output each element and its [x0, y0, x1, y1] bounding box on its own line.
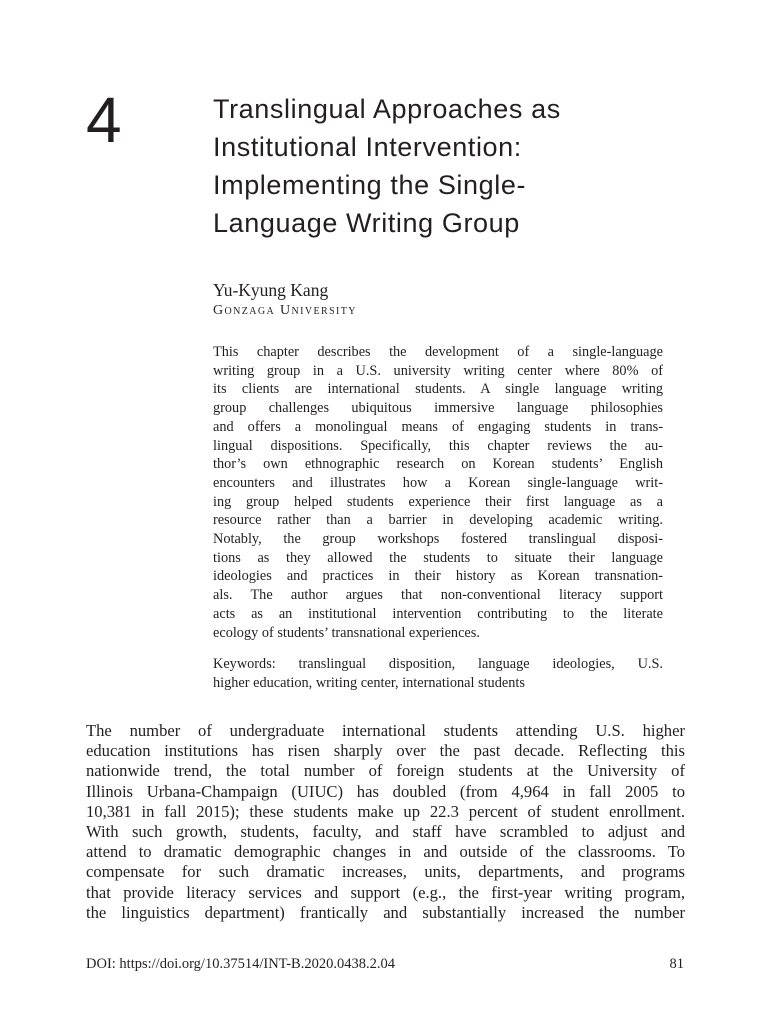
keywords-line: Keywords: translingual disposition, language ideologies, U.S. [213, 656, 663, 672]
body-line: education institutions has risen sharply over the past decade. Reflecting this [86, 741, 685, 761]
chapter-title-line: Translingual Approaches as [213, 94, 561, 124]
doi-link[interactable]: DOI: https://doi.org/10.37514/INT-B.2020.0438.2.04 [86, 956, 395, 972]
chapter-title-line: Implementing the Single- [213, 170, 527, 200]
body-line: compensate for such dramatic increases, units, departments, and programs [86, 862, 685, 882]
abstract-line: ideologies and practices in their history as Korean transnation- [213, 568, 663, 585]
body-paragraph [86, 721, 685, 923]
body-line: The number of undergraduate international students attending U.S. higher [86, 721, 685, 740]
abstract-line: writing group in a U.S. university writing center where 80% of [213, 362, 663, 379]
body-line: 10,381 in fall 2015); these students make up 22.3 percent of student enrollment. [86, 801, 685, 821]
body-line: attend to dramatic demographic changes in and outside of the classrooms. To [86, 842, 685, 862]
abstract-line: its clients are international students. A single language writing [213, 381, 663, 398]
abstract-line: Notably, the group workshops fostered translingual disposi- [213, 531, 663, 548]
body-line: Illinois Urbana-Champaign (UIUC) has doubled (from 4,964 in fall 2005 to [86, 781, 685, 801]
abstract-line: ing group helped students experience their first language as a [213, 493, 663, 510]
keywords-line: higher education, writing center, international students [213, 675, 525, 691]
abstract-line: This chapter describes the development of a single-language [213, 344, 663, 360]
abstract-line: ecology of students’ transnational experiences. [213, 624, 480, 641]
body-line: With such growth, students, faculty, and staff have scrambled to adjust and [86, 822, 685, 842]
chapter-title [213, 90, 693, 242]
abstract-line: lingual dispositions. Specifically, this chapter reviews the au- [213, 437, 663, 454]
author-affiliation: Gonzaga University [213, 303, 357, 318]
chapter-title-line: Institutional Intervention: [213, 132, 522, 162]
chapter-number: 4 [86, 84, 122, 156]
body-line: that provide literacy services and support (e.g., the first-year writing program, [86, 882, 685, 902]
abstract-line: als. The author argues that non-conventional literacy support [213, 587, 663, 604]
body-line: the linguistics department) frantically and substantially increased the number [86, 902, 685, 922]
body-line: nationwide trend, the total number of foreign students at the University of [86, 761, 685, 781]
abstract-line: and offers a monolingual means of engaging students in trans- [213, 418, 663, 435]
page-number: 81 [669, 956, 684, 972]
abstract-line: group challenges ubiquitous immersive language philosophies [213, 400, 663, 417]
abstract-line: thor’s own ethnographic research on Korean students’ English [213, 456, 663, 473]
abstract-line: encounters and illustrates how a Korean single-language writ- [213, 474, 663, 491]
abstract [213, 343, 663, 642]
chapter-title-line: Language Writing Group [213, 208, 520, 238]
abstract-line: tions as they allowed the students to situate their language [213, 549, 663, 566]
abstract-line: resource rather than a barrier in developing academic writing. [213, 512, 663, 529]
abstract-line: acts as an institutional intervention contributing to the literate [213, 605, 663, 622]
author-name: Yu-Kyung Kang [213, 280, 329, 300]
keywords [213, 655, 663, 693]
